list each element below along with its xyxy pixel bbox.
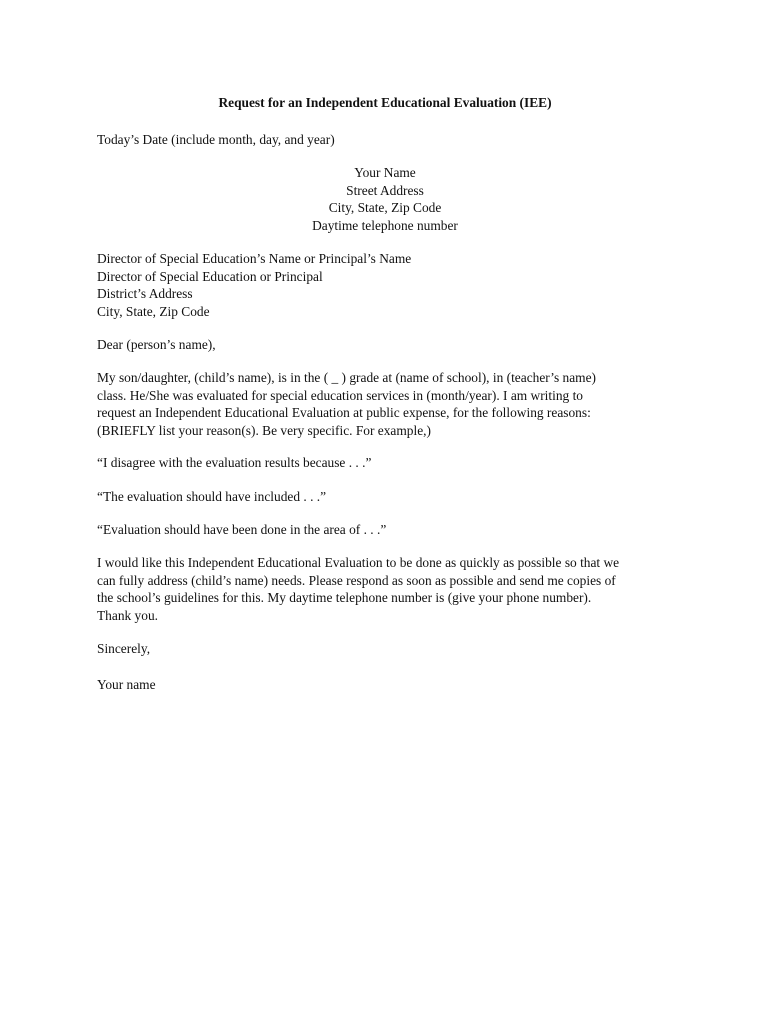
closing-text: Sincerely, <box>97 641 151 656</box>
paragraph-2-line: I would like this Independent Educational Evaluation to be done as quickly as possible so that we <box>97 555 620 570</box>
paragraph-2-line: can fully address (child’s name) needs. Please respond as soon as possible and send me copies of <box>97 572 616 588</box>
signature-text: Your name <box>97 677 156 692</box>
closing <box>97 640 687 658</box>
sender-address <box>0 164 770 234</box>
paragraph-1-line: class. He/She was evaluated for special education services in (month/year). I am writing to <box>97 387 583 403</box>
sender-name: Your Name <box>354 165 416 180</box>
paragraph-1-line: My son/daughter, (child’s name), is in the ( _ ) grade at (name of school), in (teacher’s name) <box>97 370 596 385</box>
example-3-text: “Evaluation should have been done in the area of . . .” <box>97 522 387 537</box>
recipient-line-1: Director of Special Education’s Name or Principal’s Name <box>97 251 412 266</box>
sender-city: City, State, Zip Code <box>328 200 442 216</box>
salutation <box>97 336 687 354</box>
example-3 <box>97 521 687 539</box>
signature <box>97 676 687 694</box>
paragraph-2-line: Thank you. <box>97 607 158 623</box>
example-1-text: “I disagree with the evaluation results because . . .” <box>97 455 372 470</box>
date-text: Today’s Date (include month, day, and year) <box>97 132 335 147</box>
recipient-line-4: City, State, Zip Code <box>97 303 210 319</box>
example-1 <box>97 454 687 472</box>
date-line <box>97 131 687 149</box>
sender-phone: Daytime telephone number <box>312 217 458 233</box>
sender-street: Street Address <box>346 182 424 198</box>
example-2 <box>97 488 687 506</box>
paragraph-1-line: request an Independent Educational Evaluation at public expense, for the following reasons: <box>97 405 591 421</box>
paragraph-2 <box>97 554 687 624</box>
recipient-address <box>97 250 687 320</box>
paragraph-1-line: (BRIEFLY list your reason(s). Be very specific. For example,) <box>97 422 431 438</box>
paragraph-1 <box>97 369 687 439</box>
example-2-text: “The evaluation should have included . . .” <box>97 489 327 504</box>
salutation-text: Dear (person’s name), <box>97 337 216 352</box>
document-title: Request for an Independent Educational Evaluation (IEE) <box>218 95 552 110</box>
recipient-line-2: Director of Special Education or Principal <box>97 268 323 284</box>
paragraph-2-line: the school’s guidelines for this. My daytime telephone number is (give your phone number). <box>97 590 592 606</box>
recipient-line-3: District’s Address <box>97 286 193 302</box>
